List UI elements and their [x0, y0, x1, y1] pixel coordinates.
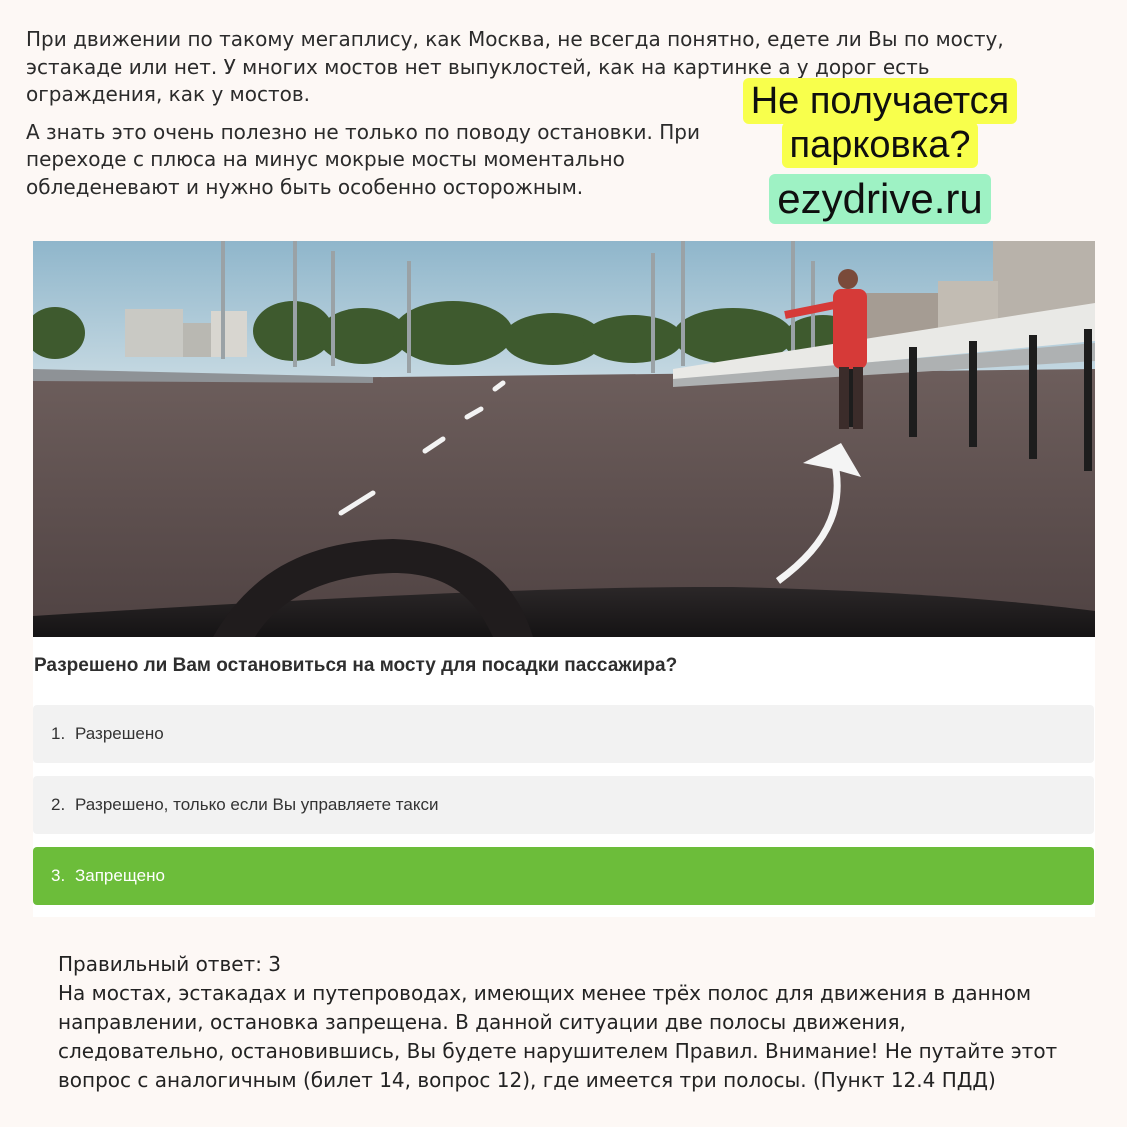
bridge-road-illustration: [33, 241, 1095, 637]
intro-paragraph-1: При движении по такому мегаплису, как Москва, не всегда понятно, едете ли Вы по мосту, эстакаде или нет. У многих мостов нет выпуклостей, как на картинке а у дорог есть ограждения, как у мостов.: [26, 27, 1004, 106]
option-number: 2.: [51, 795, 66, 814]
promo-line-2: парковка?: [782, 122, 979, 168]
quiz-question: Разрешено ли Вам остановиться на мосту для посадки пассажира?: [34, 655, 678, 676]
correct-answer-heading: Правильный ответ: 3: [58, 952, 282, 976]
answer-option-3-selected[interactable]: [33, 847, 1094, 905]
promo-line-1: Не получается: [743, 78, 1018, 124]
quiz-card: [33, 637, 1095, 917]
answer-option-1[interactable]: [33, 705, 1094, 763]
promo-block: [700, 78, 1060, 224]
intro-paragraph-2: А знать это очень полезно не только по поводу остановки. При переходе с плюса на минус мокрые мосты моментально обледеневают и нужно быть особенно осторожным.: [26, 119, 700, 199]
answer-option-2[interactable]: [33, 776, 1094, 834]
option-label: Запрещено: [75, 866, 165, 885]
promo-link[interactable]: ezydrive.ru: [769, 174, 990, 224]
option-label: Разрешено, только если Вы управляете такси: [75, 795, 439, 814]
option-number: 1.: [51, 724, 66, 743]
answer-explanation: [58, 950, 1068, 1095]
explanation-text: На мостах, эстакадах и путепроводах, имеющих менее трёх полос для движения в данном направлении, остановка запрещена. В данной ситуации две полосы движения, следовательно, остановившись, Вы будете нарушителем Правил. Внимание! Не путайте этот вопрос с аналогичным (билет 14, вопрос 12), где имеется три полосы. (Пункт 12.4 ПДД): [58, 981, 1058, 1092]
option-label: Разрешено: [75, 724, 164, 743]
option-number: 3.: [51, 866, 66, 885]
